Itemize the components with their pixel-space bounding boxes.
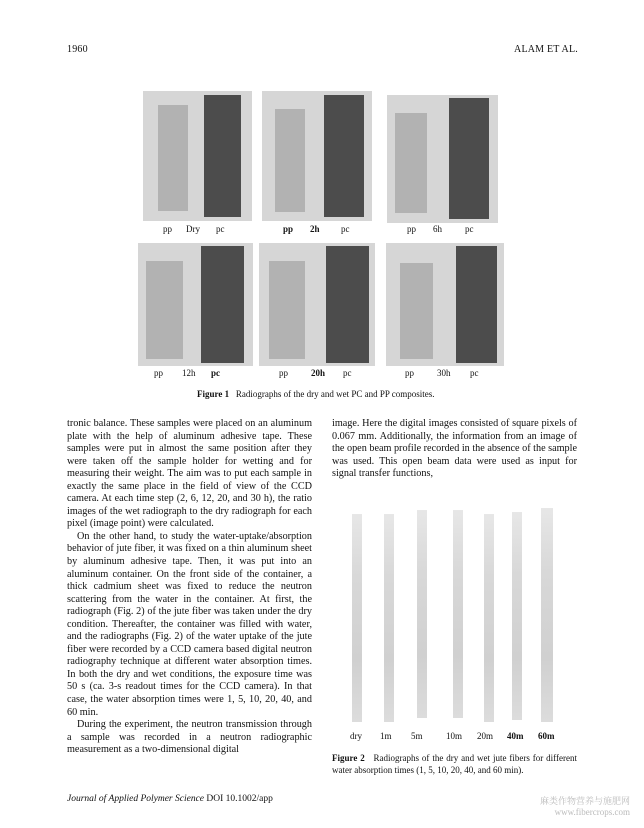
pc-sample-image	[324, 95, 364, 217]
figure2-label: 20m	[477, 731, 494, 741]
journal-name: Journal of Applied Polymer Science	[67, 794, 205, 804]
pp-sample-image	[275, 109, 305, 212]
figure1-label-time: 2h	[310, 224, 320, 234]
jute-fiber-20m-image	[484, 514, 494, 722]
figure2-caption	[332, 752, 577, 776]
figure1-panel-2h	[262, 91, 372, 221]
body-paragraph: tronic balance. These samples were placed on an aluminum plate with the help of aluminum adhesive tape. These samples were put in almost the same position after they were taken off the sample holder for wetting and for measuring their weight. The aim was to put each sample in exactly the same place in the field of view of the CCD camera. At each time step (2, 6, 12, 20, and 30 h), the ratio images of the wet radiograph to the dry radiograph for each pixel (image point) were calculated.	[67, 418, 312, 530]
jute-fiber-dry-image	[352, 514, 362, 722]
jute-fiber-60m-image	[541, 508, 553, 722]
figure1-caption-label: Figure 1	[197, 389, 230, 399]
figure1-label-pc: pc	[343, 368, 352, 378]
site-watermark	[540, 796, 630, 818]
running-header-authors: ALAM ET AL.	[514, 44, 578, 55]
page-number: 1960	[67, 44, 88, 55]
figure1-label-pp: pp	[405, 368, 414, 378]
pp-sample-image	[400, 263, 433, 359]
pp-sample-image	[269, 261, 305, 359]
figure1-label-pp: pp	[154, 368, 163, 378]
figure1-label-time: 30h	[437, 368, 451, 378]
figure1-label-time: 12h	[182, 368, 196, 378]
figure1-label-pc: pc	[470, 368, 479, 378]
journal-doi: DOI 10.1002/app	[206, 794, 273, 804]
body-paragraph: On the other hand, to study the water-uptake/absorption behavior of jute fiber, it was fixed on a thin aluminum sheet by aluminum adhesive tape. Then, it was put into an aluminum container. On the front side of the container, a thick cadmium sheet was fixed to reduce the neutron scattering from the water in the container. At first, the radiograph (Fig. 2) of the jute fiber was taken under the dry condition. Thereafter, the container was filled with water, and the radiographs (Fig. 2) of the water uptake of the jute fiber were recorded by a CCD camera based digital neutron radiography technique at different water absorption times. In both the dry and wet conditions, the exposure time was 50 s (ca. 3-s readout times for the CCD camera). In that case, the water absorption times were 1, 5, 10, 20, 40, and 60 min.	[67, 530, 312, 718]
figure1-panel-30h	[386, 243, 504, 366]
pp-sample-image	[395, 113, 427, 213]
figure1-caption	[197, 388, 517, 400]
figure2-label: 60m	[538, 731, 555, 741]
figure1-label-time: 20h	[311, 368, 326, 378]
figure1-label-time: Dry	[186, 224, 200, 234]
journal-footer	[67, 794, 273, 804]
watermark-line: www.fibercrops.com	[554, 807, 630, 817]
figure1-panel-12h	[138, 243, 253, 366]
right-column	[332, 418, 577, 481]
watermark-line: 麻类作物营养与施肥网	[539, 796, 630, 806]
figure1-label-pp: pp	[407, 224, 416, 234]
figure1-label-pc: pc	[211, 368, 220, 378]
figure1-label-time: 6h	[433, 224, 442, 234]
pp-sample-image	[158, 105, 188, 211]
body-paragraph: image. Here the digital images consisted of square pixels of 0.067 mm. Additionally, the information from an image of the open beam profile recorded in the absence of the sample was used. This open beam data were used as input for signal transfer functions,	[332, 418, 577, 480]
figure-2	[332, 500, 582, 745]
figure2-label: 5m	[411, 731, 423, 741]
figure1-panel-6h	[387, 95, 498, 223]
figure1-caption-text: Radiographs of the dry and wet PC and PP composites.	[235, 389, 435, 399]
body-paragraph: During the experiment, the neutron transmission through a sample was recorded in a neutron radiographic measurement as a two-dimensional digital	[67, 719, 312, 756]
figure1-label-pp: pp	[283, 224, 294, 234]
figure2-caption-label: Figure 2	[332, 753, 365, 763]
pc-sample-image	[326, 246, 369, 363]
figure1-label-pp: pp	[279, 368, 288, 378]
jute-fiber-40m-image	[512, 512, 522, 720]
pc-sample-image	[201, 246, 244, 363]
left-column	[67, 418, 312, 757]
figure1-panel-dry	[143, 91, 252, 221]
pc-sample-image	[449, 98, 489, 219]
figure2-caption-text: Radiographs of the dry and wet jute fibers for different water absorption times (1, 5, 10, 20, 40, and 60 min).	[332, 753, 577, 775]
jute-fiber-10m-image	[453, 510, 463, 718]
figure2-label: dry	[350, 731, 362, 741]
jute-fiber-1m-image	[384, 514, 394, 722]
figure1-label-pc: pc	[341, 224, 350, 234]
figure1-label-pc: pc	[465, 224, 474, 234]
figure1-label-pc: pc	[216, 224, 225, 234]
pc-sample-image	[204, 95, 241, 217]
jute-fiber-5m-image	[417, 510, 427, 718]
figure2-label: 40m	[507, 731, 524, 741]
figure1-panel-20h	[259, 243, 375, 366]
figure2-label: 1m	[380, 731, 392, 741]
pc-sample-image	[456, 246, 497, 363]
figure2-label: 10m	[446, 731, 463, 741]
pp-sample-image	[146, 261, 183, 359]
figure1-label-pp: pp	[163, 224, 172, 234]
